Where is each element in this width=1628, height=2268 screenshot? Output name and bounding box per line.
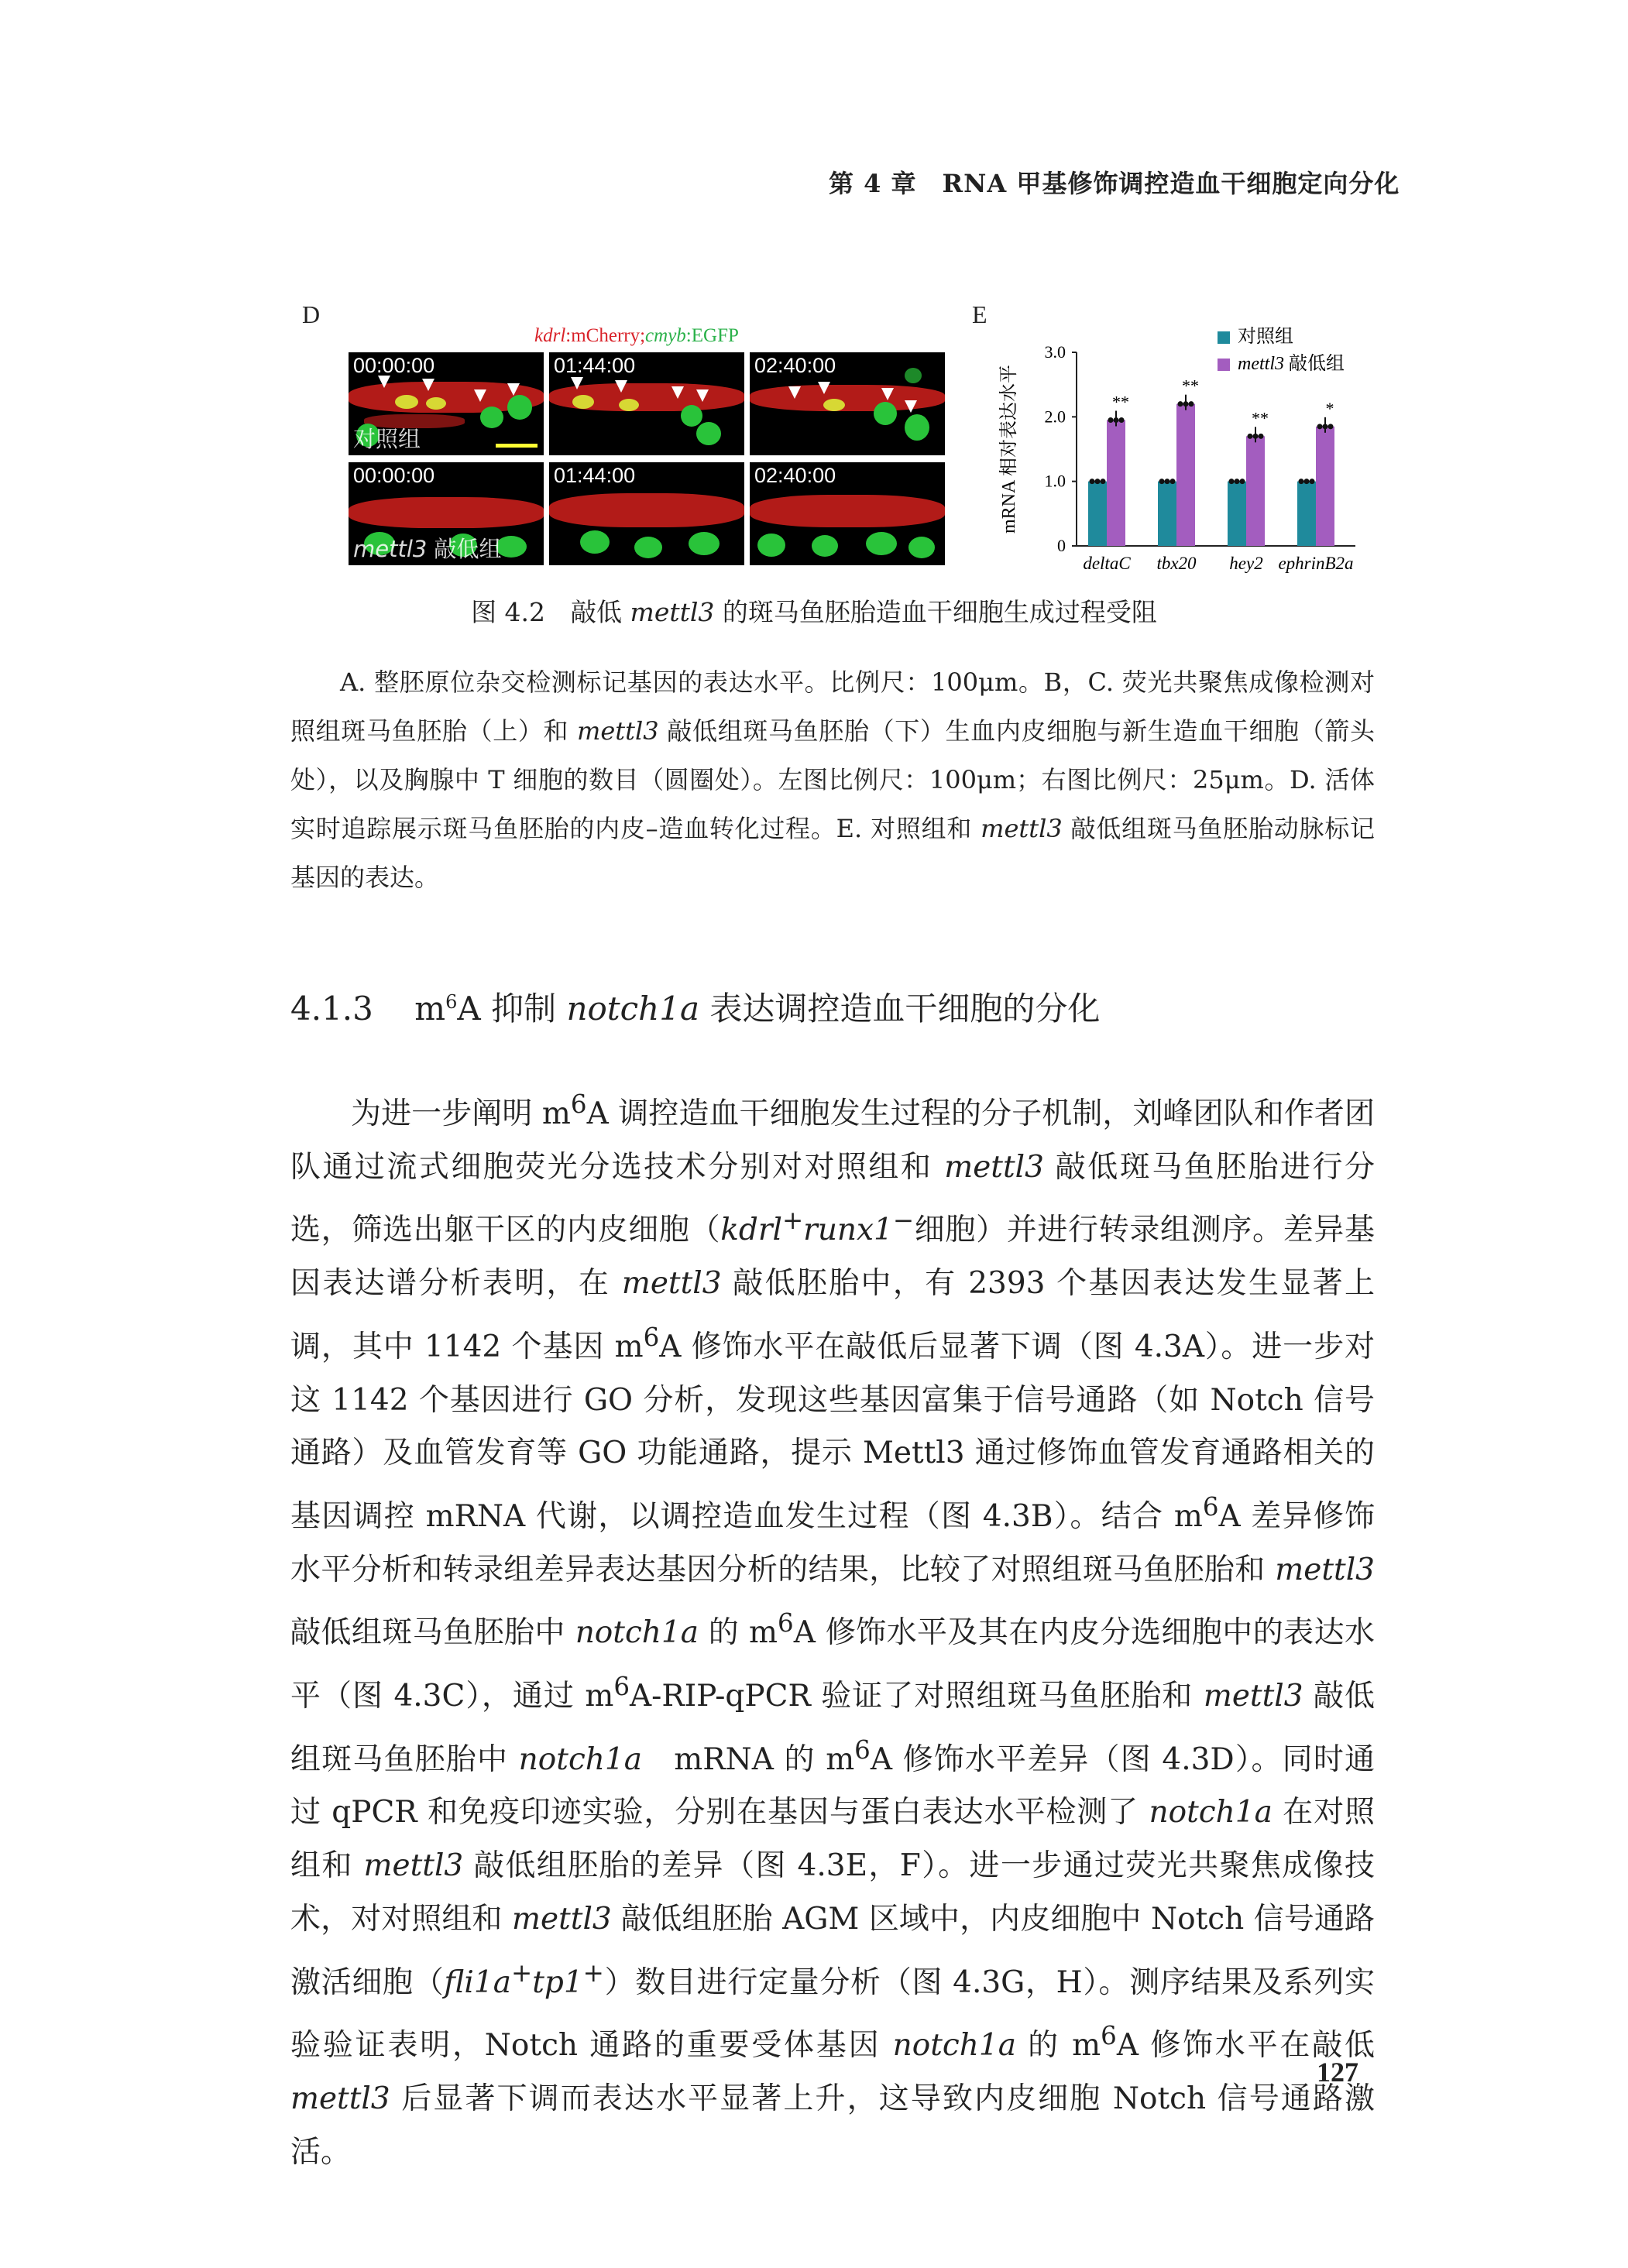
bar xyxy=(1158,482,1176,546)
micrograph-knockdown-t0 xyxy=(349,462,544,565)
body-text: 敲低组胚胎的差异（图 4.3E，F）。进一步通过荧光共聚焦成像技术，对对照组和 xyxy=(290,1848,1375,1937)
section-text: 表达调控造血干细胞的分化 xyxy=(699,990,1101,1028)
knockdown-label: 敲低组 xyxy=(427,536,502,562)
caption-prefix: 图 4.2 敲低 xyxy=(471,597,630,627)
caption-gene: mettl3 xyxy=(630,597,715,627)
sup: 6 xyxy=(643,1322,660,1352)
sup: 6 xyxy=(854,1734,871,1765)
gene: fli1a xyxy=(444,1964,511,2000)
timestamp: 00:00:00 xyxy=(353,464,435,487)
body-text: A 调控造血干细胞发生过程的分子机制，刘峰团队和作者团队通过流式细胞荧光分选技术分别对对照组和 xyxy=(290,1096,1375,1185)
sup: 6 xyxy=(778,1608,794,1638)
data-point xyxy=(1165,479,1170,484)
data-point xyxy=(1170,479,1176,484)
legend-gene: mettl3 xyxy=(1238,354,1284,374)
legend-swatch xyxy=(1218,359,1230,371)
gene: mettl3 xyxy=(363,1848,464,1884)
micrograph-knockdown-t1 xyxy=(549,462,744,565)
gene: notch1a xyxy=(518,1741,642,1777)
row-label-knockdown xyxy=(353,532,502,564)
timestamp: 01:44:00 xyxy=(554,354,636,377)
data-point xyxy=(1101,479,1106,484)
significance-label: * xyxy=(1325,398,1334,418)
note-gene: mettl3 xyxy=(576,716,659,746)
running-header: 第 4 章 RNA 甲基修饰调控造血干细胞定向分化 xyxy=(829,169,1400,198)
gene: mettl3 xyxy=(944,1149,1044,1185)
data-point xyxy=(1095,479,1101,484)
bar xyxy=(1316,427,1334,546)
gene: notch1a xyxy=(1149,1795,1273,1831)
gene: mettl3 xyxy=(1203,1679,1303,1714)
gene: notch1a xyxy=(892,2028,1016,2064)
y-tick-label: 3.0 xyxy=(1044,342,1066,362)
timelapse-grid xyxy=(349,352,945,565)
body-text: A 修饰水平在敲低 xyxy=(1116,2028,1375,2064)
x-tick-label: deltaC xyxy=(1083,554,1131,573)
bar xyxy=(1176,404,1195,546)
section-text: A 抑制 xyxy=(457,990,567,1028)
body-text: 后显著下调而表达水平显著上升，这导致内皮细胞 Notch 信号通路激活。 xyxy=(290,2081,1375,2170)
y-tick-label: 0 xyxy=(1057,536,1066,555)
data-point xyxy=(1310,479,1315,484)
micrograph-control-t0 xyxy=(349,352,544,455)
data-point xyxy=(1090,479,1095,484)
bar xyxy=(1088,482,1107,546)
section-number: 4.1.3 xyxy=(290,990,373,1028)
body-text: 的 m xyxy=(1015,2028,1101,2064)
section-sup: 6 xyxy=(445,991,458,1013)
legend-name: 对照组 xyxy=(1238,327,1293,347)
body-text: A-RIP-qPCR 验证了对照组斑马鱼胚胎和 xyxy=(630,1679,1204,1714)
bar-chart xyxy=(991,310,1394,573)
gene: runx1 xyxy=(803,1213,893,1248)
data-point xyxy=(1159,479,1165,484)
cmyb-label: cmyb xyxy=(645,325,686,346)
significance-label: ** xyxy=(1182,376,1199,396)
body-text: mRNA 的 m xyxy=(641,1741,855,1777)
data-point xyxy=(1317,424,1323,429)
bar xyxy=(1107,420,1125,547)
data-point xyxy=(1259,434,1264,439)
panel-d-title xyxy=(534,325,739,347)
body-text: 敲低组斑马鱼胚胎中 xyxy=(290,1679,1376,1777)
data-point xyxy=(1240,479,1245,484)
body-text: ）数目进行定量分析（图 4.3G，H）。测序结果及系列实验验证表明，Notch 通路的重要受体基因 xyxy=(290,1964,1375,2064)
body-text: 敲低组胚胎 AGM 区域中，内皮细胞中 Notch 信号通路激活细胞（ xyxy=(290,1901,1375,2000)
sup: + xyxy=(781,1206,804,1236)
micrograph-control-t2 xyxy=(750,352,945,455)
timestamp: 02:40:00 xyxy=(754,464,836,487)
gene: mettl3 xyxy=(512,1901,612,1937)
y-axis-label: mRNA 相对表达水平 xyxy=(999,364,1019,534)
data-point xyxy=(1235,479,1240,484)
timestamp: 01:44:00 xyxy=(554,464,636,487)
data-point xyxy=(1178,401,1183,407)
gene: mettl3 xyxy=(621,1266,722,1302)
sup: + xyxy=(510,1957,533,1988)
sup: 6 xyxy=(1101,2021,1117,2051)
data-point xyxy=(1108,417,1114,423)
body-text: 的 m xyxy=(698,1615,778,1651)
timestamp: 02:40:00 xyxy=(754,354,836,377)
x-tick-label: tbx20 xyxy=(1156,554,1197,573)
body-text: 敲低胚胎中，有 2393 个基因表达发生显著上调，其中 1142 个基因 m xyxy=(290,1266,1375,1364)
egfp-label: :EGFP xyxy=(685,325,739,346)
micrograph-knockdown-t2 xyxy=(750,462,945,565)
body-text: 敲低斑马鱼胚胎进行分选，筛选出躯干区的内皮细胞（ xyxy=(290,1149,1375,1248)
gene: mettl3 xyxy=(1275,1552,1375,1587)
legend-name: 敲低组 xyxy=(1284,354,1345,374)
data-point xyxy=(1304,479,1310,484)
caption-suffix: 的斑马鱼胚胎造血干细胞生成过程受阻 xyxy=(714,597,1157,627)
row-label-control: 对照组 xyxy=(353,426,421,452)
note-text: A. 整胚原位杂交检测标记基因的表达水平。比例尺：100μm。B，C. 荧光共聚焦成像检测对照组斑马鱼胚胎（上）和 xyxy=(290,667,1375,746)
data-point xyxy=(1189,401,1194,407)
x-tick-label: hey2 xyxy=(1229,554,1263,573)
section-heading xyxy=(290,983,1100,1030)
data-point xyxy=(1328,424,1334,429)
y-tick-label: 2.0 xyxy=(1044,407,1066,427)
data-point xyxy=(1248,434,1253,439)
legend-label xyxy=(1238,326,1293,347)
data-point xyxy=(1299,479,1304,484)
panel-e-letter: E xyxy=(972,300,987,328)
legend-label xyxy=(1238,353,1345,374)
significance-label: ** xyxy=(1252,408,1269,428)
section-text: m xyxy=(414,990,446,1028)
sup: + xyxy=(582,1957,604,1988)
sup: − xyxy=(892,1206,915,1236)
body-text: A 修饰水平差异（图 4.3D）。同时通过 qPCR 和免疫印迹实验，分别在基因与蛋白表达水平检测了 xyxy=(290,1741,1375,1831)
x-tick-label: ephrinB2a xyxy=(1278,554,1354,573)
timestamp: 00:00:00 xyxy=(353,354,435,377)
body-text: 为进一步阐明 m xyxy=(351,1096,571,1131)
body-text: 细胞）并进行转录组测序。差异基因表达谱分析表明，在 xyxy=(290,1213,1375,1302)
body-text: A 差异修饰水平分析和转录组差异表达基因分析的结果，比较了对照组斑马鱼胚胎和 xyxy=(290,1498,1376,1587)
mcherry-label: :mCherry; xyxy=(565,325,646,346)
mettl3-label: mettl3 xyxy=(353,536,428,562)
body-text: 在对照组和 xyxy=(290,1795,1375,1884)
figure-note xyxy=(290,658,1375,902)
gene: mettl3 xyxy=(290,2081,390,2116)
bar xyxy=(1297,482,1316,546)
y-tick-label: 1.0 xyxy=(1044,471,1066,491)
bar xyxy=(1228,482,1246,546)
section-gene: notch1a xyxy=(566,990,699,1028)
gene: kdrl xyxy=(720,1213,782,1248)
sup: 6 xyxy=(1202,1491,1219,1522)
gene: notch1a xyxy=(575,1615,699,1651)
gene: tp1 xyxy=(532,1964,583,2000)
kdrl-label: kdrl xyxy=(534,325,566,346)
sup: 6 xyxy=(613,1672,630,1702)
significance-label: ** xyxy=(1112,392,1129,412)
legend-swatch xyxy=(1218,331,1230,344)
body-text: 敲低组斑马鱼胚胎中 xyxy=(290,1615,575,1651)
micrograph-control-t1 xyxy=(549,352,744,455)
note-text: 敲低组斑马鱼胚胎（下）生血内皮细胞与新生造血干细胞（箭头处），以及胸腺中 T 细胞的数目（圆圈处）。左图比例尺：100μm；右图比例尺：25μm。D. 活体实时追踪展示斑马鱼胚胎的内皮–造血转化过程。E. 对照组和 xyxy=(290,716,1375,843)
bar xyxy=(1246,436,1265,546)
body-paragraph xyxy=(290,1078,1375,2179)
data-point xyxy=(1229,479,1235,484)
note-text: 敲低组斑马鱼胚胎动脉标记基因的表达。 xyxy=(290,814,1375,892)
body-text: A 修饰水平及其在内皮分选细胞中的表达水平（图 4.3C），通过 m xyxy=(290,1615,1375,1714)
sup: 6 xyxy=(570,1089,587,1119)
page-number: 127 xyxy=(1317,2057,1358,2088)
panel-d-letter: D xyxy=(302,300,321,328)
data-point xyxy=(1119,417,1125,423)
figure-caption xyxy=(0,592,1628,629)
body-text: A 修饰水平在敲低后显著下调（图 4.3A）。进一步对这 1142 个基因进行 GO 分析，发现这些基因富集于信号通路（如 Notch 信号通路）及血管发育等 GO 功能通路，提示 Mettl3 通过修饰血管发育通路相关的基因调控 mRNA 代谢，以调控造血发生过程（图 4.3B）。结合 m xyxy=(290,1329,1375,1534)
note-gene: mettl3 xyxy=(981,814,1063,843)
